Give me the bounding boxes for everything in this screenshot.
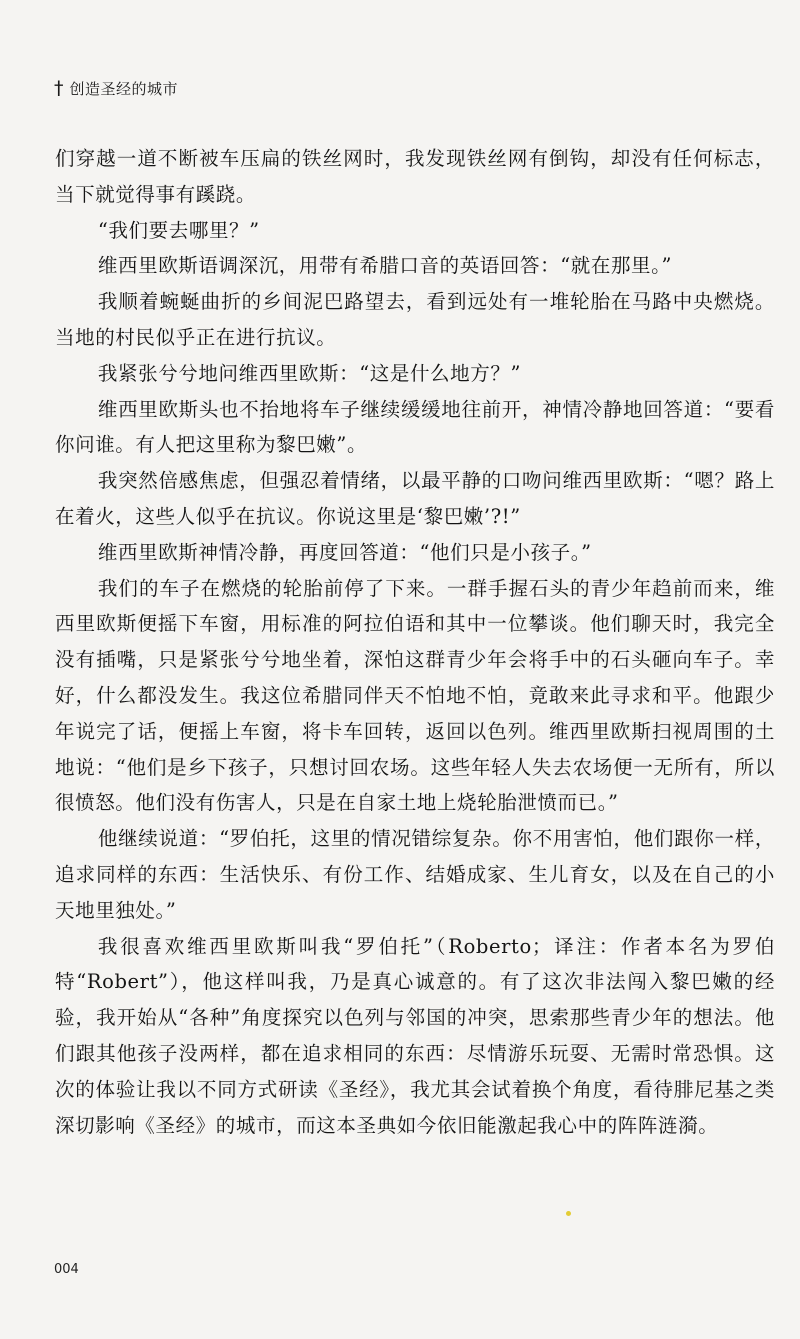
paragraph: 他继续说道：“罗伯托，这里的情况错综复杂。你不用害怕，他们跟你一样，追求同样的东西：生活快乐、有份工作、结婚成家、生儿育女，以及在自己的小天地里独处。” [55, 827, 775, 922]
paragraph: 我顺着蜿蜒曲折的乡间泥巴路望去，看到远处有一堆轮胎在马路中央燃烧。当地的村民似乎正在进行抗议。 [55, 290, 775, 349]
paragraph: 我很喜欢维西里欧斯叫我“罗伯托”（Roberto；译注：作者本名为罗伯特“Robert”），他这样叫我，乃是真心诚意的。有了这次非法闯入黎巴嫩的经验，我开始从“各种”角度探究以色列与邻国的冲突，思索那些青少年的想法。他们跟其他孩子没两样，都在追求相同的东西：尽情游乐玩耍、无需时常恐惧。这次的体验让我以不同方式研读《圣经》，我尤其会试着换个角度，看待腓尼基之类深切影响《圣经》的城市，而这本圣典如今依旧能激起我心中的阵阵涟漪。 [55, 934, 775, 1137]
running-header [54, 78, 178, 99]
cross-icon: † [54, 77, 64, 99]
paragraph: 我突然倍感焦虑，但强忍着情绪，以最平静的口吻问维西里欧斯：“嗯？路上在着火，这些人似乎在抗议。你说这里是‘黎巴嫩’?!” [55, 469, 775, 528]
paragraph: 我紧张兮兮地问维西里欧斯：“这是什么地方？” [97, 361, 522, 385]
page-number: 004 [54, 1262, 79, 1277]
paragraph: 我们的车子在燃烧的轮胎前停了下来。一群手握石头的青少年趋前而来，维西里欧斯便摇下车窗，用标准的阿拉伯语和其中一位攀谈。他们聊天时，我完全没有插嘴，只是紧张兮兮地坐着，深怕这群青少年会将手中的石头砸向车子。幸好，什么都没发生。我这位希腊同伴天不怕地不怕，竟敢来此寻求和平。他跟少年说完了话，便摇上车窗，将卡车回转，返回以色列。维西里欧斯扫视周围的土地说：“他们是乡下孩子，只想讨回农场。这些年轻人失去农场便一无所有，所以很愤怒。他们没有伤害人，只是在自家土地上烧轮胎泄愤而已。” [55, 576, 775, 815]
running-header-title: 创造圣经的城市 [69, 80, 179, 98]
paragraph: 维西里欧斯头也不抬地将车子继续缓缓地往前开，神情冷静地回答道：“要看你问谁。有人把这里称为黎巴嫩”。 [55, 397, 775, 457]
paragraph: 维西里欧斯神情冷静，再度回答道：“他们只是小孩子。” [97, 540, 592, 564]
body-text [55, 141, 775, 1143]
paragraph: “我们要去哪里？” [97, 218, 260, 242]
paragraph: 维西里欧斯语调深沉，用带有希腊口音的英语回答：“就在那里。” [97, 254, 673, 278]
paragraph-continuation: 们穿越一道不断被车压扁的铁丝网时，我发现铁丝网有倒钩，却没有任何标志，当下就觉得事有蹊跷。 [55, 147, 775, 206]
print-speck [566, 1211, 571, 1216]
